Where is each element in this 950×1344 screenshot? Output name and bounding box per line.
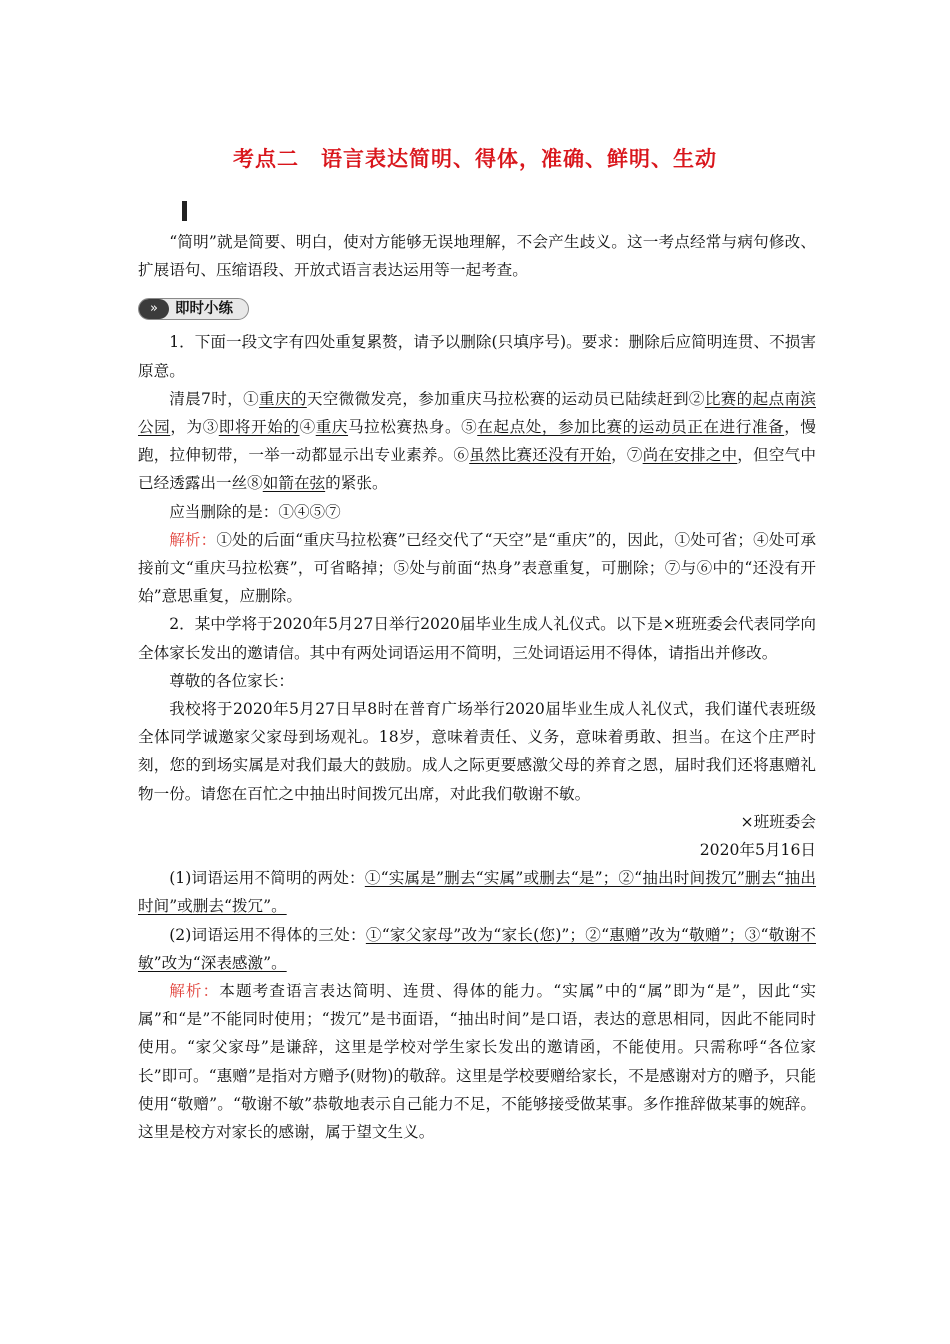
- passage-text: 马拉松赛热身。⑤: [348, 418, 478, 437]
- answer-2-prefix: (2)词语运用不得体的三处：: [169, 925, 366, 944]
- question-1-analysis: [138, 526, 816, 611]
- passage-text: ，但空气中已经透露出一丝⑧: [138, 446, 816, 493]
- analysis-text: 本题考查语言表达简明、连贯、得体的能力。“实属”中的“属”即为“是”，因此“实属”和“是”不能同时使用；“拨冗”是书面语，“抽出时间”是口语，表达的意思相同，因此不能同时使用。“家父家母”是谦辞，这里是学校对学生家长发出的邀请函，不能使用。只需称呼“各位家长”即可。“惠赠”是指对方赠予(财物)的敬辞。这里是学校要赠给家长，不是感谢对方的赠予，只能使用“敬赠”。“敬谢不敏”恭敬地表示自己能力不足，不能够接受做某事。多作推辞做某事的婉辞。这里是校方对家长的感谢，属于望文生义。: [138, 982, 816, 1142]
- letter-greeting: 尊敬的各位家长：: [169, 671, 294, 690]
- question-2-stem: 2．某中学将于2020年5月27日举行2020届毕业生成人礼仪式。以下是×班班委会代表同学向全体家长发出的邀请信。其中有两处词语运用不简明，三处词语运用不得体，请指出并修改。: [138, 615, 816, 662]
- passage-text: 的紧张。: [325, 474, 388, 493]
- underlined-phrase-3: 即将开始的: [218, 418, 300, 437]
- question-1-passage: [138, 385, 816, 498]
- letter-date: 2020年5月16日: [699, 841, 816, 860]
- passage-text: ，为③: [170, 418, 219, 437]
- analysis-text: ①处的后面“重庆马拉松赛”已经交代了“天空”是“重庆”的，因此，①处可省；④处可承接前文“重庆马拉松赛”，可省略掉；⑤处与前面“热身”表意重复，可删除；⑦与⑥中的“还没有开始”意思重复，应删除。: [138, 530, 816, 606]
- question-1-answer: 应当删除的是：①④⑤⑦: [169, 502, 341, 521]
- answer-1-prefix: (1)词语运用不简明的两处：: [169, 869, 365, 888]
- letter-signature: ×班班委会: [740, 812, 816, 831]
- underlined-phrase-2: 比赛的起点南滨公园: [138, 389, 816, 437]
- intro-paragraph: “简明”就是简要、明白，使对方能够无误地理解，不会产生歧义。这一考点经常与病句修改、扩展语句、压缩语段、开放式语言表达运用等一起考查。: [138, 233, 816, 280]
- question-2-analysis: [138, 977, 816, 1146]
- letter-body: 我校将于2020年5月27日早8时在普育广场举行2020届毕业生成人礼仪式，我们谨代表班级全体同学诚邀家父家母到场观礼。18岁，意味着责任、义务，意味着勇敢、担当。在这个庄严时刻，您的到场实属是对我们最大的鼓励。成人之际更要感激父母的养育之恩，届时我们还将惠赠礼物一份。请您在百忙之中抽出时间拨冗出席，对此我们敬谢不敏。: [138, 700, 816, 803]
- underlined-phrase-5: 在起点处，参加比赛的运动员正在进行准备: [477, 418, 785, 437]
- passage-text: 天空微微发亮，参加重庆马拉松赛的运动员已陆续赶到②: [306, 389, 705, 408]
- passage-text: ④: [299, 418, 316, 437]
- section-marker-bar: [182, 201, 187, 221]
- double-chevron-icon: »: [139, 299, 169, 319]
- document-body: [138, 228, 816, 1146]
- passage-text: ，慢跑，拉伸韧带，一举一动都显示出专业素养。⑥: [138, 418, 816, 465]
- answer-2: [138, 921, 816, 977]
- passage-text: ，⑦: [611, 446, 643, 465]
- question-1-stem: 1．下面一段文字有四处重复累赘，请予以删除(只填序号)。要求：删除后应简明连贯、不损害原意。: [138, 333, 816, 380]
- answer-1-text: ①“实属是”删去“实属”或删去“是”；②“抽出时间拨冗”删去“抽出时间”或删去“拨冗”。: [138, 869, 817, 916]
- underlined-phrase-8: 如箭在弦: [262, 474, 326, 493]
- badge-pill: [138, 298, 249, 320]
- analysis-label: 解析：: [169, 530, 217, 549]
- practice-badge: [138, 294, 816, 322]
- badge-label: 即时小练: [175, 301, 233, 318]
- page-title: 考点二 语言表达简明、得体，准确、鲜明、生动: [233, 147, 717, 171]
- answer-1: [138, 864, 816, 920]
- passage-text: 清晨7时，①: [169, 389, 260, 408]
- underlined-phrase-6: 虽然比赛还没有开始: [469, 446, 612, 465]
- underlined-phrase-7: 尚在安排之中: [642, 446, 738, 465]
- underlined-phrase-4: 重庆: [315, 418, 349, 437]
- answer-2-text: ①“家父家母”改为“家长(您)”；②“惠赠”改为“敬赠”；③“敬谢不敏”改为“深表感激”。: [138, 925, 816, 972]
- analysis-label: 解析：: [169, 982, 220, 1001]
- underlined-phrase-1: 重庆的: [259, 389, 307, 408]
